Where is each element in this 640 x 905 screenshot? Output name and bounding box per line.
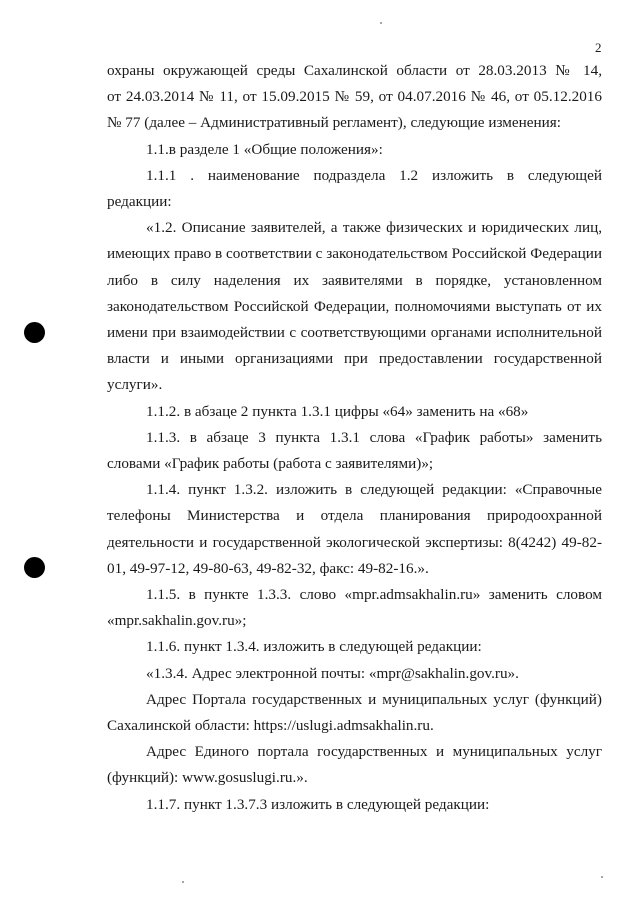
text-line: 1.1.4. пункт 1.3.2. изложить в следующей редакции: «Справочные bbox=[146, 481, 602, 499]
text-line: 1.1.2. в абзаце 2 пункта 1.3.1 цифры «64» заменить на «68» bbox=[146, 402, 529, 420]
text-line: деятельности и государственной экологической экспертизы: 8(4242) 49-82- bbox=[107, 533, 602, 551]
punch-hole-bottom bbox=[24, 557, 45, 578]
text-line: Адрес Единого портала государственных и муниципальных услуг bbox=[146, 743, 602, 761]
text-line: (функций): www.gosuslugi.ru.». bbox=[107, 769, 308, 787]
text-line: имени при взаимодействии с соответствующими органами исполнительной bbox=[107, 324, 602, 342]
text-line: 1.1.в разделе 1 «Общие положения»: bbox=[146, 140, 383, 158]
text-line: имеющих право в соответствии с законодательством Российской Федерации bbox=[107, 245, 602, 263]
text-line: Сахалинской области: https://uslugi.admsakhalin.ru. bbox=[107, 717, 434, 735]
text-line: 1.1.5. в пункте 1.3.3. слово «mpr.admsakhalin.ru» заменить словом bbox=[146, 586, 602, 604]
text-line: № 77 (далее – Административный регламент), следующие изменения: bbox=[107, 114, 561, 132]
scan-speck bbox=[182, 881, 184, 883]
scan-speck bbox=[380, 22, 382, 24]
scan-speck bbox=[601, 876, 603, 878]
text-line: 1.1.3. в абзаце 3 пункта 1.3.1 слова «График работы» заменить bbox=[146, 428, 602, 446]
text-line: услуги». bbox=[107, 376, 163, 394]
text-line: законодательством Российской Федерации, полномочиями выступать от их bbox=[107, 297, 602, 315]
text-line: словами «График работы (работа с заявителями)»; bbox=[107, 455, 434, 473]
text-line: 1.1.1 . наименование подраздела 1.2 изложить в следующей bbox=[146, 166, 602, 184]
text-line: «1.3.4. Адрес электронной почты: «mpr@sakhalin.gov.ru». bbox=[146, 664, 519, 682]
text-line: от 24.03.2014 № 11, от 15.09.2015 № 59, от 04.07.2016 № 46, от 05.12.2016 bbox=[107, 88, 602, 106]
text-line: 1.1.6. пункт 1.3.4. изложить в следующей редакции: bbox=[146, 638, 482, 656]
text-line: либо в силу наделения их заявителями в порядке, установленном bbox=[107, 271, 602, 289]
text-line: охраны окружающей среды Сахалинской области от 28.03.2013 № 14, bbox=[107, 62, 602, 79]
page-number: 2 bbox=[595, 40, 602, 55]
text-line: «mpr.sakhalin.gov.ru»; bbox=[107, 612, 247, 630]
text-line: «1.2. Описание заявителей, а также физических и юридических лиц, bbox=[146, 219, 602, 237]
text-line: 1.1.7. пункт 1.3.7.3 изложить в следующей редакции: bbox=[146, 795, 490, 813]
document-body bbox=[107, 58, 602, 818]
text-line: редакции: bbox=[107, 193, 172, 211]
text-line: власти и иными организациями при предоставлении государственной bbox=[107, 350, 602, 368]
text-line: телефоны Министерства и отдела планирования природоохранной bbox=[107, 507, 602, 525]
text-line: 01, 49-97-12, 49-80-63, 49-82-32, факс: 49-82-16.». bbox=[107, 559, 429, 577]
text-line: Адрес Портала государственных и муниципальных услуг (функций) bbox=[146, 690, 602, 708]
punch-hole-top bbox=[24, 322, 45, 343]
